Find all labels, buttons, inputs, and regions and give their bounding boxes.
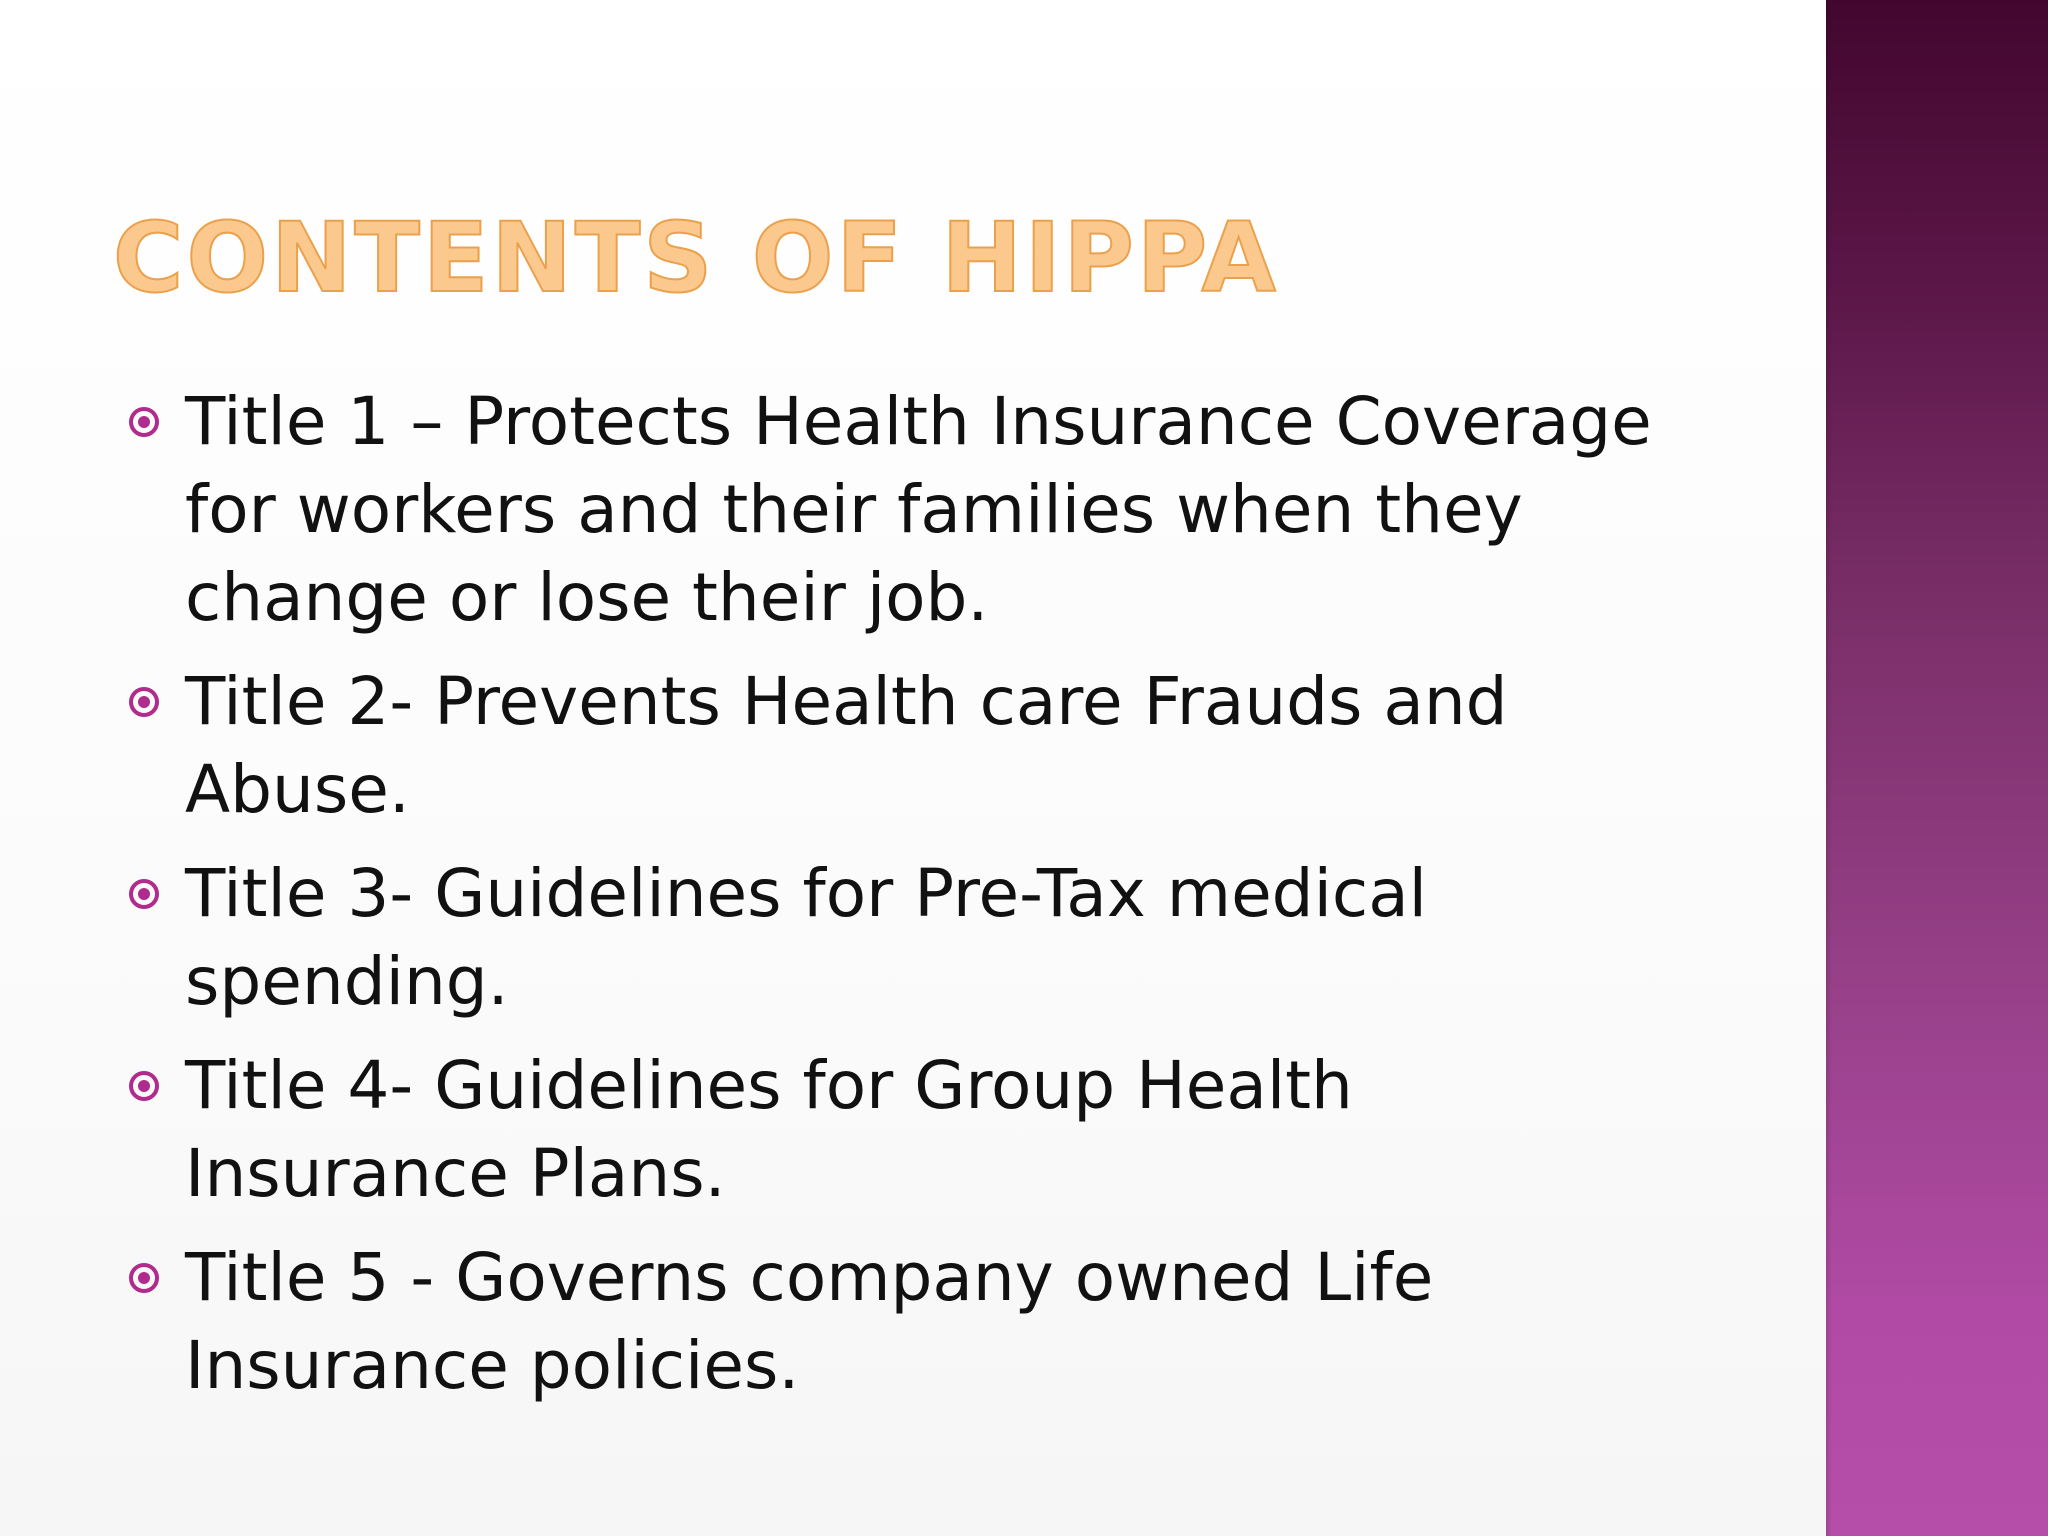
- bullet-item-title-4: [125, 1042, 1685, 1218]
- circled-dot-bullet-icon: [129, 1263, 159, 1293]
- bullet-item-title-1: [125, 378, 1685, 642]
- slide-title: CONTENTS OF HIPPA: [113, 202, 1279, 314]
- circled-dot-bullet-icon: [129, 879, 159, 909]
- bullet-list: [125, 378, 1685, 1426]
- bullet-text: Title 5 - Governs company owned Life Insurance policies.: [185, 1239, 1434, 1404]
- bullet-text: Title 4- Guidelines for Group Health Insurance Plans.: [185, 1047, 1353, 1212]
- bullet-item-title-5: [125, 1234, 1685, 1410]
- bullet-text: Title 1 – Protects Health Insurance Coverage for workers and their families when they change or lose their job.: [185, 383, 1652, 636]
- bullet-item-title-2: [125, 658, 1685, 834]
- bullet-text: Title 2- Prevents Health care Frauds and Abuse.: [185, 663, 1508, 828]
- bullet-text: Title 3- Guidelines for Pre-Tax medical spending.: [185, 855, 1427, 1020]
- circled-dot-bullet-icon: [129, 407, 159, 437]
- bullet-item-title-3: [125, 850, 1685, 1026]
- decorative-side-bar: [1826, 0, 2048, 1536]
- circled-dot-bullet-icon: [129, 687, 159, 717]
- circled-dot-bullet-icon: [129, 1071, 159, 1101]
